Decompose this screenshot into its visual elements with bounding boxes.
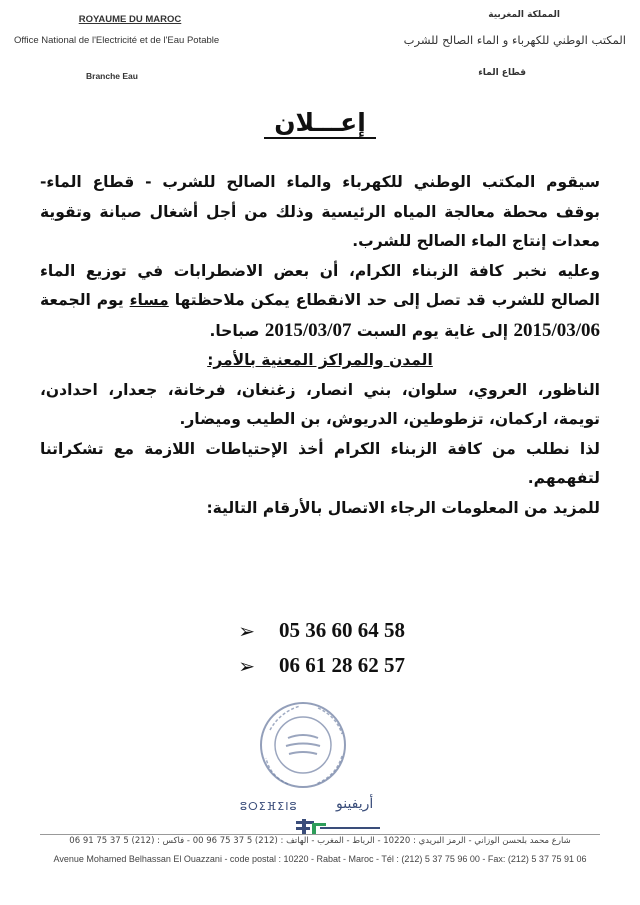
footer-divider	[40, 834, 600, 835]
logo-tifinagh-text: ⵓⵔⵉⴼⵉⵏⵓ	[240, 800, 298, 813]
footer-address-fr: Avenue Mohamed Belhassan El Ouazzani - code postal : 10220 - Rabat - Maroc - Tél : (212) 5 37 75 96 00 - Fax: (212) 5 37 75 91 06	[53, 854, 587, 864]
footer-address-ar: شارع محمد بلحسن الوزاني - الرمز البريدي : 10220 - الرباط - المغرب - الهاتف : (212) 5 37 75 96 00 - فاكس : (212) 5 37 75 91 06	[69, 836, 571, 846]
arrow-bullet-icon: ➢	[238, 653, 255, 678]
announcement-body	[40, 168, 600, 523]
paragraph-2-c: إلى غاية يوم السبت	[356, 321, 509, 340]
phone-number-2: 06 61 28 62 57	[279, 653, 405, 677]
logo-arabic-text: أريفينو	[336, 796, 374, 812]
phone-row-1	[238, 618, 405, 643]
branch-name-ar: قطاع الماء	[478, 68, 526, 78]
branch-name-fr: Branche Eau	[86, 71, 138, 81]
cities-list: الناظور، العروي، سلوان، بني انصار، زغنغان، فرخانة، جعدار، احدادن، تويمة، اركمان، تزطوطين، الدريوش، بن الطيب وميضار.	[40, 380, 600, 428]
office-name-ar: المكتب الوطني للكهرباء و الماء الصالح للشرب	[403, 33, 626, 47]
cities-heading	[40, 346, 600, 376]
paragraph-3: لذا نطلب من كافة الزبناء الكرام أخذ الإحتياطات اللازمة مع تشكراتنا لتفهمهم.	[40, 439, 600, 487]
paragraph-2-d: صباحا.	[209, 321, 260, 340]
kingdom-name-ar: المملكة المغربية	[488, 10, 560, 20]
title-text: إعـــلان	[264, 108, 376, 139]
evening-word: مساء	[129, 291, 169, 309]
kingdom-name-fr: ROYAUME DU MAROC	[78, 14, 182, 25]
paragraph-1: سيقوم المكتب الوطني للكهرباء والماء الصالح للشرب - قطاع الماء- بوقف محطة معالجة المياه الرئيسية وذلك من أجل أشغال صيانة وتقوية معدات إنتاج الماء الصالح للشرب.	[40, 173, 600, 250]
official-stamp-icon	[258, 700, 348, 790]
paragraph-2	[40, 257, 600, 347]
paragraph-2-a: وعليه نخبر كافة الزبناء الكرام، أن بعض الاضطرابات في توزيع الماء الصالح للشرب قد تصل إلى حد الانقطاع يمكن ملاحظتها	[40, 261, 600, 309]
announcement-title	[0, 108, 640, 137]
date-start: 2015/03/06	[513, 319, 600, 341]
arrow-bullet-icon: ➢	[238, 618, 255, 643]
phone-row-2	[238, 653, 405, 678]
office-name-fr: Office National de l'Electricité et de l'Eau Potable	[14, 35, 220, 46]
paragraph-4: للمزيد من المعلومات الرجاء الاتصال بالأرقام التالية:	[206, 498, 600, 517]
paragraph-2-b: يوم الجمعة	[40, 291, 124, 309]
phone-number-1: 05 36 60 64 58	[279, 618, 405, 642]
date-end: 2015/03/07	[264, 319, 352, 341]
cities-heading-text: المدن والمراكز المعنية بالأمر:	[207, 351, 433, 369]
